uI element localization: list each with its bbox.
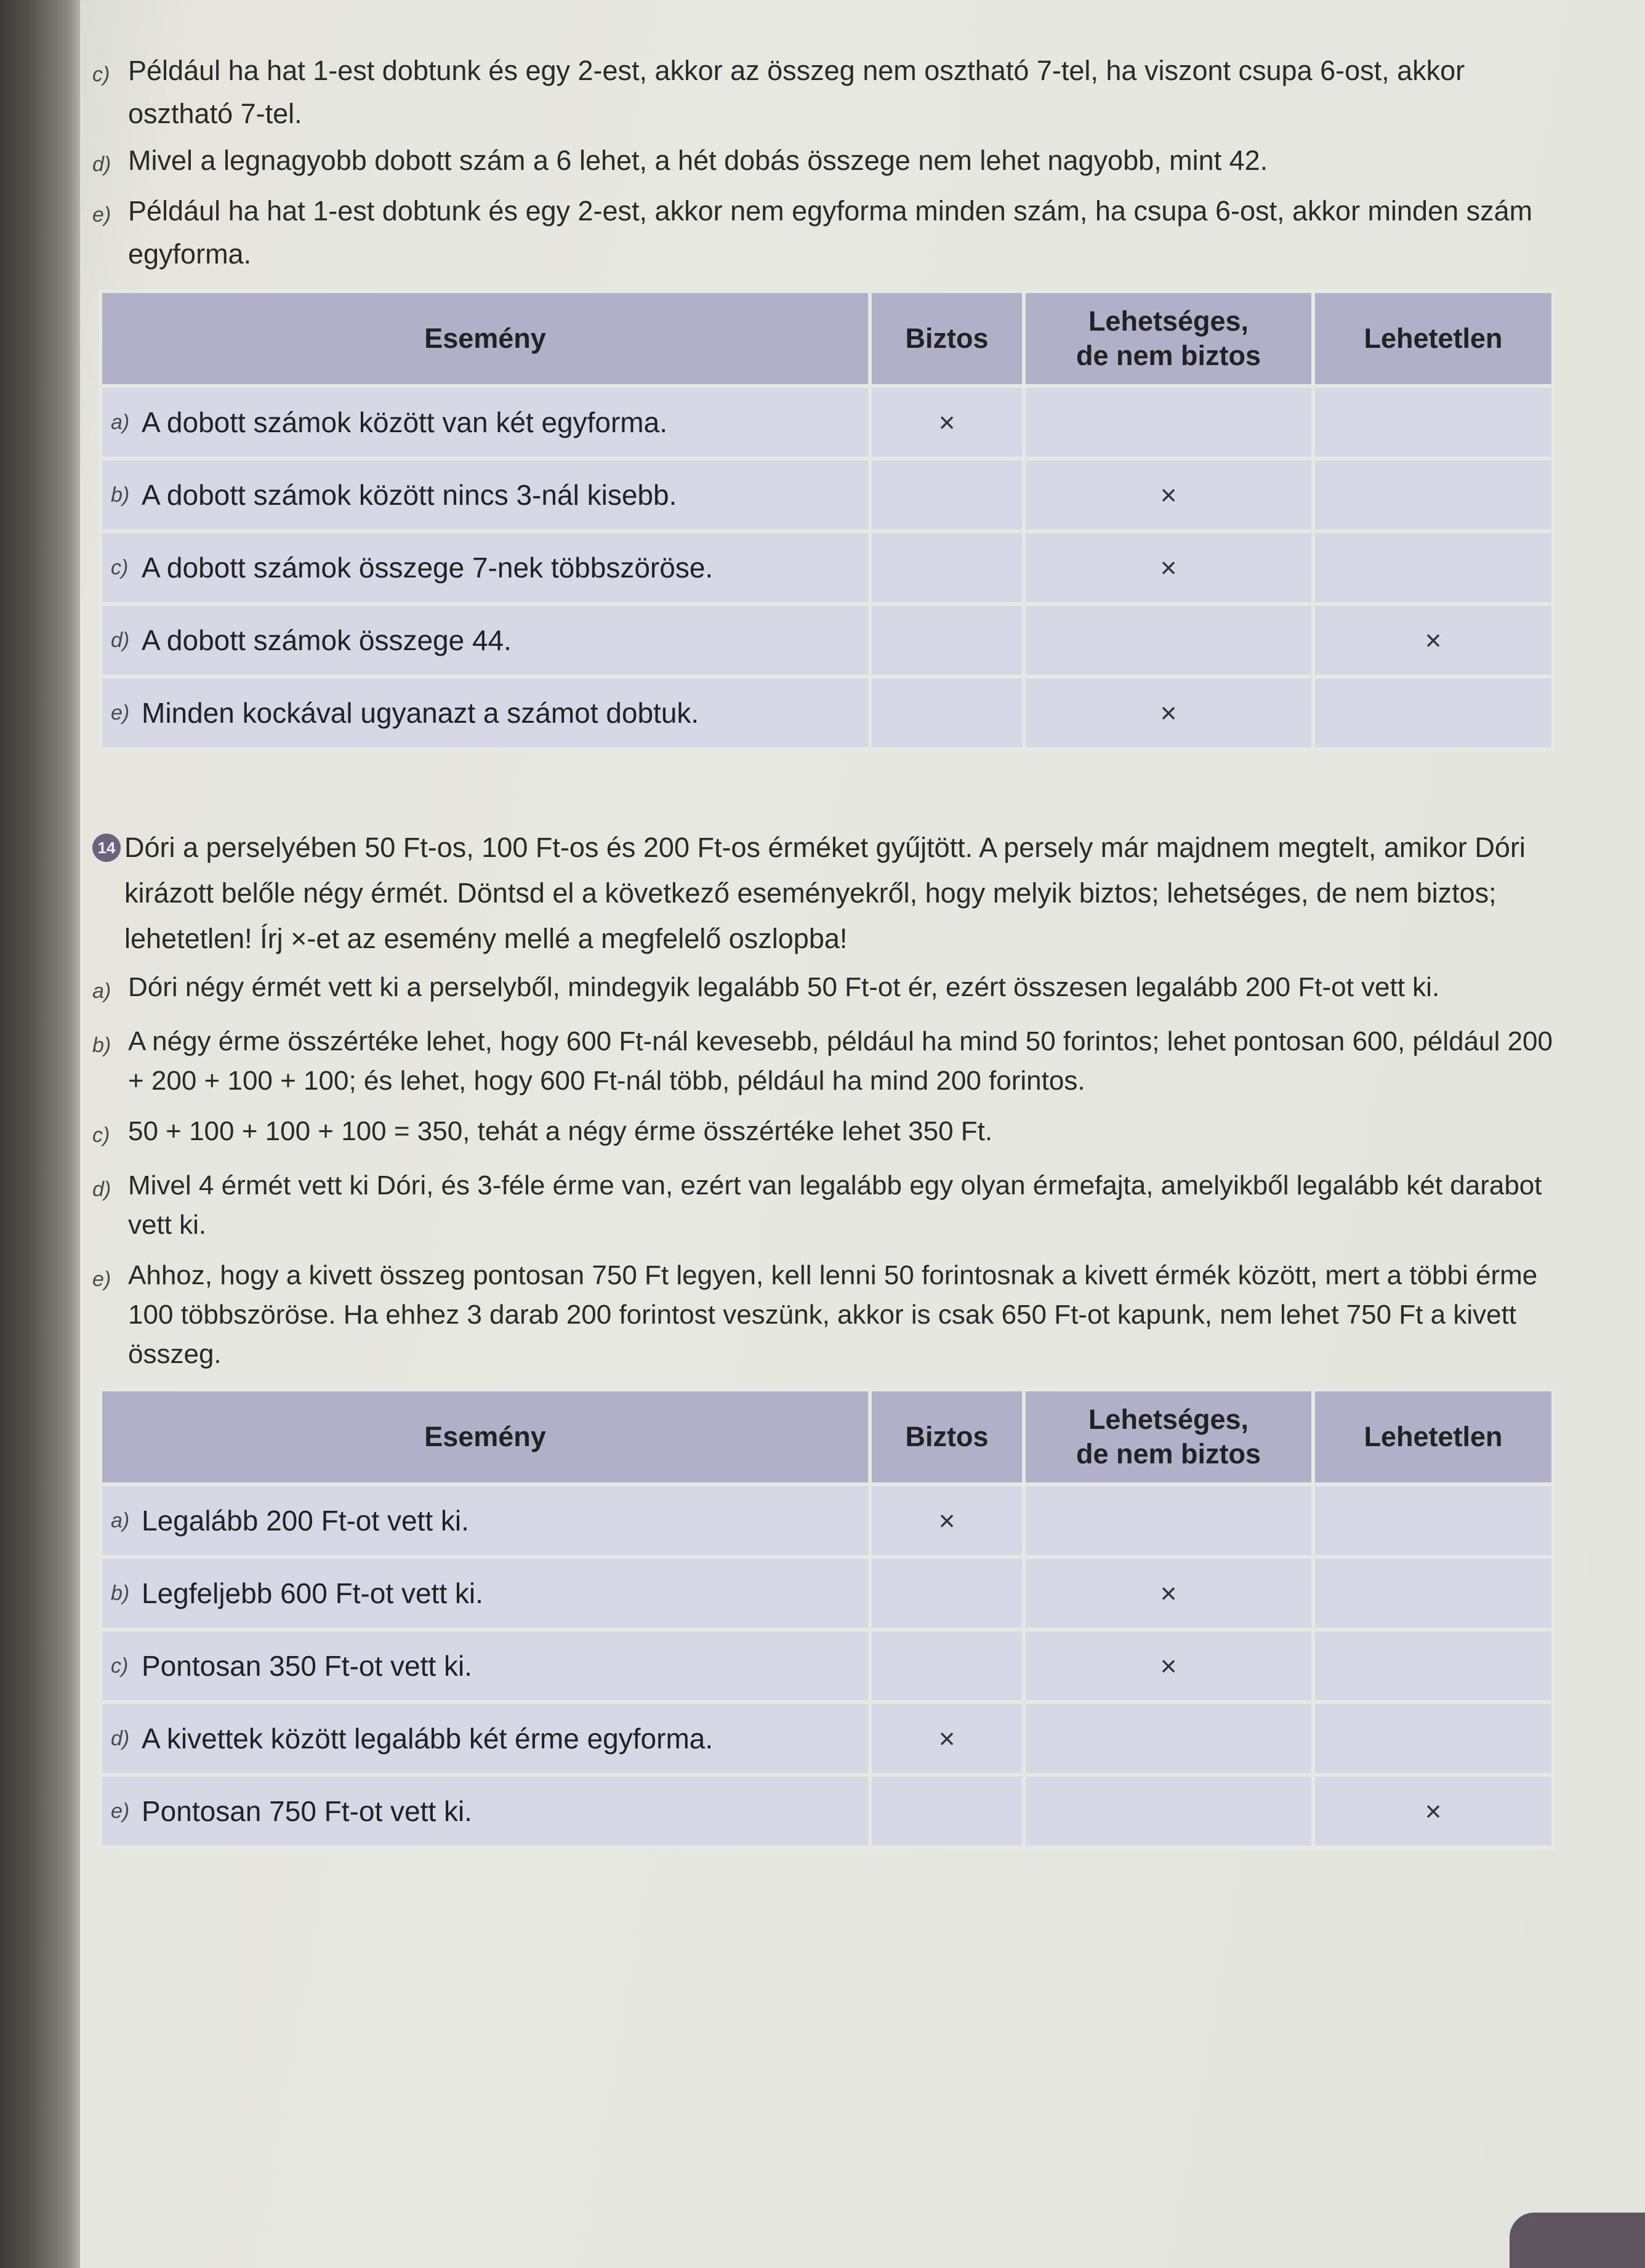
- header-possible-line2: de nem biztos: [1076, 340, 1261, 371]
- cell-certain: [870, 1557, 1024, 1630]
- solution-e: [92, 190, 1570, 276]
- cell-certain: [870, 604, 1024, 677]
- cell-impossible: [1313, 1484, 1553, 1557]
- cell-certain: ×: [870, 386, 1024, 459]
- cell-impossible: [1313, 386, 1553, 459]
- cell-certain: ×: [870, 1702, 1024, 1775]
- cell-certain: [870, 677, 1024, 749]
- solution-marker: b): [92, 1034, 111, 1057]
- cell-possible: ×: [1024, 1557, 1313, 1630]
- header-possible: [1024, 1389, 1313, 1484]
- table-row: [100, 1775, 1553, 1848]
- cell-impossible: [1313, 677, 1553, 749]
- table-row: [100, 531, 1553, 604]
- event-text: A kivettek között legalább két érme egyforma.: [142, 1723, 714, 1755]
- row-marker: e): [111, 1799, 130, 1823]
- cell-impossible: [1313, 1630, 1553, 1702]
- row-marker: d): [111, 1726, 130, 1750]
- solution-marker: a): [92, 979, 111, 1003]
- solution-a: [92, 968, 1570, 1011]
- cell-possible: [1024, 1484, 1313, 1557]
- table-row: [100, 459, 1553, 531]
- table-row: [100, 604, 1553, 677]
- header-impossible: Lehetetlen: [1313, 291, 1553, 386]
- cell-certain: ×: [870, 1484, 1024, 1557]
- event-table-1: [99, 289, 1551, 751]
- table-row: [100, 1702, 1553, 1775]
- header-possible-line2: de nem biztos: [1076, 1438, 1261, 1470]
- task-text: Dóri a perselyében 50 Ft-os, 100 Ft-os és 200 Ft-os érméket gyűjtött. A persely már majdnem megtelt, amikor Dóri kirázott belőle négy érmét. Döntsd el a következő eseményekről, hogy melyik biztos; lehetséges, de nem biztos; lehetetlen! Írj ×-et az esemény mellé a megfelelő oszlopba!: [124, 832, 1526, 954]
- header-event: Esemény: [100, 291, 870, 386]
- solution-c: [92, 1112, 1570, 1155]
- cell-possible: [1024, 386, 1313, 459]
- solution-text: Például ha hat 1-est dobtunk és egy 2-est, akkor az összeg nem osztható 7-tel, ha viszont csupa 6-ost, akkor osztható 7-tel.: [128, 55, 1465, 129]
- solution-text: Például ha hat 1-est dobtunk és egy 2-est, akkor nem egyforma minden szám, ha csupa 6-ost, akkor minden szám egyforma.: [128, 195, 1533, 270]
- cell-impossible: [1313, 459, 1553, 531]
- cell-impossible: [1313, 531, 1553, 604]
- event-text: Pontosan 350 Ft-ot vett ki.: [142, 1650, 472, 1682]
- header-possible-line1: Lehetséges,: [1088, 305, 1249, 337]
- cell-possible: [1024, 1702, 1313, 1775]
- table-header-row: [100, 291, 1553, 386]
- event-text: Legfeljebb 600 Ft-ot vett ki.: [142, 1577, 483, 1609]
- header-possible-line1: Lehetséges,: [1088, 1404, 1249, 1435]
- top-solutions: [92, 49, 1570, 276]
- table-row: [100, 677, 1553, 749]
- cell-certain: [870, 531, 1024, 604]
- task-number-badge: 14: [92, 834, 121, 862]
- page-corner-tab: [1510, 2213, 1645, 2268]
- cell-impossible: [1313, 1702, 1553, 1775]
- event-text: Pontosan 750 Ft-ot vett ki.: [142, 1795, 472, 1827]
- solution-marker: e): [92, 1268, 111, 1291]
- table-header-row: [100, 1389, 1553, 1484]
- solution-text: Dóri négy érmét vett ki a perselyből, mindegyik legalább 50 Ft-ot ér, ezért összesen legalább 200 Ft-ot vett ki.: [128, 972, 1440, 1002]
- table-row: [100, 1484, 1553, 1557]
- header-impossible: Lehetetlen: [1313, 1389, 1553, 1484]
- cell-impossible: [1313, 1557, 1553, 1630]
- row-marker: e): [111, 701, 130, 725]
- event-text: A dobott számok között van két egyforma.: [142, 406, 667, 438]
- solution-b: [92, 1022, 1570, 1101]
- solution-text: A négy érme összértéke lehet, hogy 600 Ft-nál kevesebb, például ha mind 50 forintos; lehet pontosan 600, például 200 + 200 + 100 + 100; és lehet, hogy 600 Ft-nál több, például ha mind 200 forintos.: [128, 1026, 1553, 1096]
- event-table-2: [99, 1388, 1551, 1849]
- event-text: Minden kockával ugyanazt a számot dobtuk.: [142, 697, 699, 729]
- header-certain: Biztos: [870, 1389, 1024, 1484]
- row-marker: b): [111, 1581, 130, 1605]
- solution-text: 50 + 100 + 100 + 100 = 350, tehát a négy érme összértéke lehet 350 Ft.: [128, 1116, 993, 1146]
- cell-possible: ×: [1024, 677, 1313, 749]
- solution-c: [92, 49, 1570, 135]
- cell-possible: ×: [1024, 459, 1313, 531]
- cell-impossible: ×: [1313, 1775, 1553, 1848]
- event-text: A dobott számok összege 7-nek többszöröse.: [142, 552, 714, 584]
- solution-e: [92, 1256, 1570, 1374]
- cell-certain: [870, 459, 1024, 531]
- cell-certain: [870, 1630, 1024, 1702]
- row-marker: a): [111, 410, 130, 434]
- header-possible: [1024, 291, 1313, 386]
- solution-marker: c): [92, 1124, 110, 1147]
- cell-possible: ×: [1024, 1630, 1313, 1702]
- solution-marker: d): [92, 1178, 111, 1201]
- event-text: A dobott számok összege 44.: [142, 624, 512, 656]
- solution-text: Mivel a legnagyobb dobott szám a 6 lehet, a hét dobás összege nem lehet nagyobb, mint 42.: [128, 145, 1268, 176]
- table-row: [100, 1630, 1553, 1702]
- solution-d: [92, 139, 1570, 186]
- page-content: [92, 49, 1570, 1849]
- solution-d: [92, 1166, 1570, 1245]
- cell-certain: [870, 1775, 1024, 1848]
- header-event: Esemény: [100, 1389, 870, 1484]
- book-binding: [0, 0, 80, 2268]
- table-row: [100, 386, 1553, 459]
- row-marker: c): [111, 1654, 129, 1678]
- cell-possible: [1024, 1775, 1313, 1848]
- task-14: [92, 825, 1570, 962]
- header-certain: Biztos: [870, 291, 1024, 386]
- row-marker: a): [111, 1508, 130, 1532]
- cell-impossible: ×: [1313, 604, 1553, 677]
- solution-text: Mivel 4 érmét vett ki Dóri, és 3-féle érme van, ezért van legalább egy olyan érmefajta, amelyikből legalább két darabot vett ki.: [128, 1170, 1542, 1240]
- event-text: Legalább 200 Ft-ot vett ki.: [142, 1505, 469, 1537]
- row-marker: c): [111, 555, 129, 579]
- solution-text: Ahhoz, hogy a kivett összeg pontosan 750 Ft legyen, kell lenni 50 forintosnak a kivett érmék között, mert a többi érme 100 többszöröse. Ha ehhez 3 darab 200 forintost veszünk, akkor is csak 650 Ft-ot kapunk, nem lehet 750 Ft a kivett összeg.: [128, 1260, 1538, 1369]
- solution-marker: d): [92, 153, 111, 176]
- solution-marker: e): [92, 203, 111, 227]
- cell-possible: ×: [1024, 531, 1313, 604]
- table-row: [100, 1557, 1553, 1630]
- task-14-solutions: [92, 968, 1570, 1374]
- row-marker: d): [111, 628, 130, 652]
- row-marker: b): [111, 483, 130, 507]
- cell-possible: [1024, 604, 1313, 677]
- event-text: A dobott számok között nincs 3-nál kisebb.: [142, 479, 677, 511]
- solution-marker: c): [92, 63, 110, 86]
